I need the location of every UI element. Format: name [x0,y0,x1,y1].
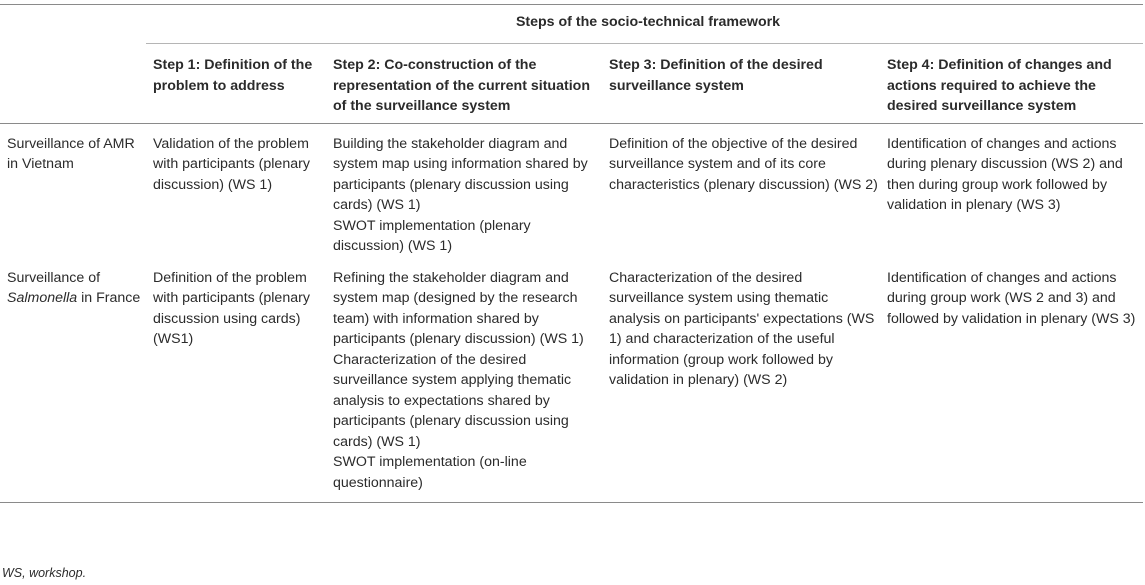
cell-step-4: Identification of changes and actions during group work (WS 2 and 3) and followed by validation in plenary (WS 3) [880,263,1143,503]
cell-step-2-line: SWOT implementation (plenary discussion) (WS 1) [333,217,531,254]
table-footnote: WS, workshop. [2,566,87,580]
cell-step-2-line: Characterization of the desired surveillance system applying thematic analysis to expectations shared by participants (plenary discussion using cards) (WS 1) [333,351,572,450]
cell-step-2-line: Building the stakeholder diagram and system map using information shared by participants (plenary discussion using cards) (WS 1) [333,135,588,213]
framework-table [0,4,1143,503]
step-2-header: Step 2: Co-construction of the representation of the current situation of the surveillance system [326,44,602,124]
row-label-header [0,44,146,124]
cell-step-3: Characterization of the desired surveillance system using thematic analysis on participants' expectations (WS 1) and characterization of the useful information (group work followed by validation in plenary) (WS 2) [602,263,880,503]
cell-step-4: Identification of changes and actions during plenary discussion (WS 2) and then during group work followed by validation in plenary (WS 3) [887,135,1123,213]
table-row-salmonella-france [0,263,1143,503]
row-label-salmonella [0,263,146,503]
row-label-amr: Surveillance of AMR in Vietnam [7,135,135,172]
cell-step-2 [326,263,602,503]
step-3-header: Step 3: Definition of the desired surveillance system [602,44,880,124]
cell-step-2 [326,123,602,263]
cell-step-1: Definition of the problem with participants (plenary discussion using cards) (WS1) [146,263,326,503]
row-label-italic: Salmonella [7,290,78,306]
cell-step-2-line: Refining the stakeholder diagram and system map (designed by the research team) with information shared by participants (plenary discussion) (WS 1) [333,269,584,347]
row-label-suffix: in France [81,290,141,306]
cell-step-3: Definition of the objective of the desired surveillance system and of its core characteristics (plenary discussion) (WS 2) [609,135,878,193]
table-row-amr-vietnam [0,123,1143,263]
empty-corner-cell [0,5,146,44]
framework-table-container [0,4,1145,503]
group-header-row [0,5,1143,44]
step-1-header: Step 1: Definition of the problem to address [146,44,326,124]
step-header-row [0,44,1143,124]
cell-step-1: Validation of the problem with participants (plenary discussion) (WS 1) [153,135,310,193]
group-header: Steps of the socio-technical framework [146,5,1143,44]
step-4-header: Step 4: Definition of changes and actions required to achieve the desired surveillance system [880,44,1143,124]
cell-step-2-line: SWOT implementation (on-line questionnaire) [333,454,527,491]
row-label-prefix: Surveillance of [7,269,101,286]
